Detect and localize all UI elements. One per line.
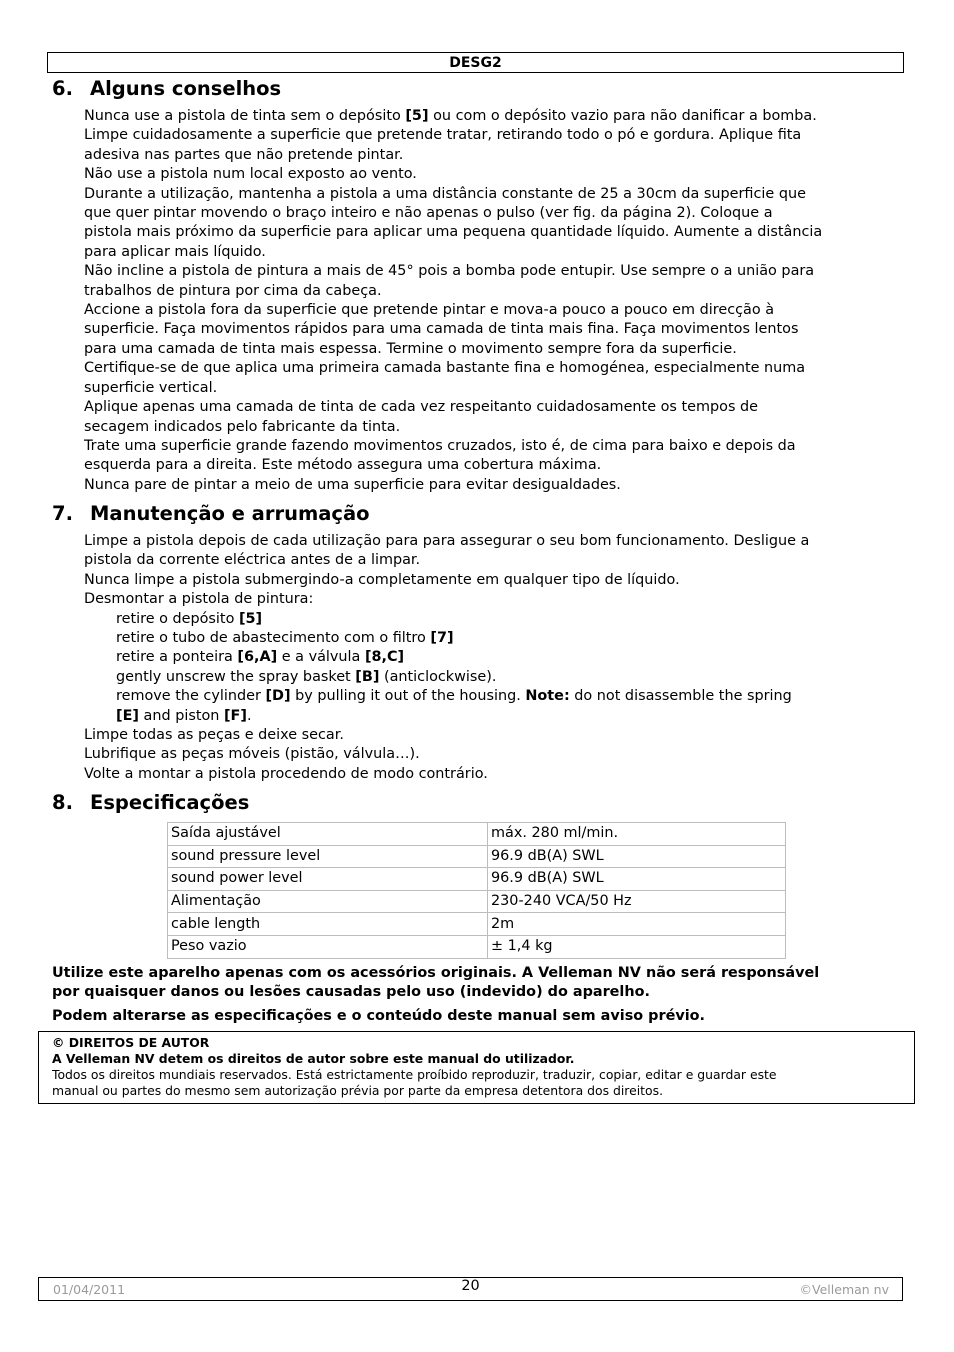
spec-name: Alimentação [168, 890, 488, 913]
disassembly-step [84, 668, 904, 687]
section-6-number: 6. [52, 77, 73, 100]
section-6-line [84, 437, 904, 456]
part-reference: [7] [430, 630, 454, 647]
part-reference: [8,C] [364, 649, 405, 666]
line-text: by pulling it out of the housing. [290, 688, 526, 705]
section-8-heading [52, 791, 249, 815]
spec-value: 96.9 dB(A) SWL [488, 845, 786, 868]
spec-row [168, 890, 786, 913]
page-number: 20 [461, 1278, 480, 1294]
section-7-line [84, 765, 904, 784]
line-text: Desmontar a pistola de pintura: [84, 591, 314, 608]
section-6-line [84, 223, 904, 242]
part-reference: [F] [223, 707, 247, 724]
line-text: ou com o depósito vazio para não danificar a bomba. [428, 108, 817, 124]
spec-name: Saída ajustável [168, 823, 488, 846]
spec-row [168, 935, 786, 958]
line-text: Nunca limpe a pistola submergindo-a completamente em qualquer tipo de líquido. [84, 571, 680, 588]
spec-value: máx. 280 ml/min. [488, 823, 786, 846]
footer-date: 01/04/2011 [53, 1282, 126, 1297]
spec-name: sound power level [168, 868, 488, 891]
copyright-text: Todos os direitos mundiais reservados. Está estrictamente proíbido reproduzir, traduzir, copiar, editar e guardar este [52, 1067, 777, 1082]
section-7-line [84, 532, 904, 551]
spec-value: ± 1,4 kg [488, 935, 786, 958]
section-6-line [84, 282, 904, 301]
part-reference: [E] [116, 707, 139, 724]
line-text: para uma camada de tinta mais espessa. Termine o movimento sempre fora da superficie. [84, 340, 737, 357]
line-text: Durante a utilização, mantenha a pistola a uma distância constante de 25 a 30cm da superficie que [84, 185, 806, 202]
part-reference: [5] [405, 108, 429, 124]
section-6-line [84, 185, 904, 204]
line-text: Limpe a pistola depois de cada utilização para para assegurar o seu bom funcionamento. Desligue a [84, 533, 810, 549]
line-text: retire o tubo de abastecimento com o filtro [116, 630, 431, 647]
spec-row [168, 913, 786, 936]
line-text: Lubrifique as peças móveis (pistão, válvula…). [84, 746, 420, 763]
spec-value: 2m [488, 913, 786, 936]
section-7-body [84, 532, 904, 784]
section-6-line [84, 398, 904, 417]
accessories-notice-line: por quaisquer danos ou lesões causadas pelo uso (indevido) do aparelho. [52, 984, 650, 1001]
part-reference: [6,A] [237, 649, 278, 666]
section-7-number: 7. [52, 502, 73, 525]
section-7-line [84, 745, 904, 764]
section-6-line [84, 204, 904, 223]
section-6-heading [52, 77, 281, 101]
section-6-line [84, 146, 904, 165]
spec-value: 230-240 VCA/50 Hz [488, 890, 786, 913]
line-text: Certifique-se de que aplica uma primeira camada bastante fina e homogénea, especialmente numa [84, 360, 806, 377]
section-7-title: Manutenção e arrumação [90, 502, 370, 525]
copyright-heading: © DIREITOS DE AUTOR [52, 1035, 210, 1050]
changes-notice: Podem alterarse as especificações e o conteúdo deste manual sem aviso prévio. [52, 1008, 705, 1024]
spec-row [168, 845, 786, 868]
accessories-notice [52, 964, 819, 1003]
section-7-line [84, 590, 904, 609]
disassembly-step [84, 629, 904, 648]
line-text: Volte a montar a pistola procedendo de modo contrário. [84, 765, 488, 782]
section-6-line [84, 340, 904, 359]
line-text: and piston [138, 707, 224, 724]
section-7-heading [52, 502, 370, 526]
line-text: pistola mais próximo da superficie para aplicar uma pequena quantidade líquido. Aumente a distância [84, 224, 823, 241]
section-6-line [84, 320, 904, 339]
line-text: adesiva nas partes que não pretende pintar. [84, 146, 404, 163]
copyright-box [38, 1031, 915, 1104]
line-text: secagem indicados pelo fabricante da tinta. [84, 418, 401, 435]
line-text: Trate uma superficie grande fazendo movimentos cruzados, isto é, de cima para baixo e depois da [84, 437, 796, 454]
footer-copyright: ©Velleman nv [799, 1282, 889, 1297]
section-6-line [84, 476, 904, 495]
section-7-line [84, 726, 904, 745]
model-code: DESG2 [449, 55, 502, 71]
line-text: do not disassemble the spring [569, 688, 792, 705]
line-text: (anticlockwise). [379, 668, 497, 685]
line-text: pistola da corrente eléctrica antes de a limpar. [84, 552, 421, 569]
line-text: que quer pintar movendo o braço inteiro e não apenas o pulso (ver fig. da página 2). Coloque a [84, 205, 773, 222]
document-header [47, 52, 904, 73]
section-7-line [84, 571, 904, 590]
section-6-line [84, 262, 904, 281]
section-8-number: 8. [52, 791, 73, 814]
section-6-line [84, 301, 904, 320]
section-6-title: Alguns conselhos [90, 77, 282, 100]
section-6-line [84, 107, 904, 126]
section-7-line [84, 551, 904, 570]
line-text: Limpe cuidadosamente a superficie que pretende tratar, retirando todo o pó e gordura. Aplique fita [84, 127, 802, 144]
line-text: superficie. Faça movimentos rápidos para uma camada de tinta mais fina. Faça movimentos lentos [84, 321, 799, 338]
line-text: para aplicar mais líquido. [84, 243, 266, 260]
spec-value: 96.9 dB(A) SWL [488, 868, 786, 891]
specifications-table [167, 822, 786, 959]
section-8-title: Especificações [90, 791, 250, 814]
part-reference: [5] [238, 610, 263, 627]
disassembly-step [84, 648, 904, 667]
line-text: gently unscrew the spray basket [116, 668, 356, 685]
line-text: retire a ponteira [116, 649, 238, 666]
section-6-line [84, 243, 904, 262]
line-text: Não incline a pistola de pintura a mais de 45° pois a bomba pode entupir. Use sempre o a união para [84, 263, 815, 280]
line-text: trabalhos de pintura por cima da cabeça. [84, 282, 382, 299]
line-text: e a válvula [277, 649, 365, 666]
page-footer [38, 1277, 903, 1301]
line-text: Não use a pistola num local exposto ao vento. [84, 166, 417, 183]
line-text: . [246, 707, 252, 724]
copyright-text: manual ou partes do mesmo sem autorização prévia por parte da empresa detentora dos direitos. [52, 1083, 664, 1098]
spec-name: Peso vazio [168, 935, 488, 958]
line-text: esquerda para a direita. Este método assegura uma cobertura máxima. [84, 457, 602, 474]
line-text: Limpe todas as peças e deixe secar. [84, 727, 344, 744]
spec-name: cable length [168, 913, 488, 936]
line-text: superficie vertical. [84, 379, 218, 396]
section-6-line [84, 165, 904, 184]
section-6-line [84, 456, 904, 475]
line-text: remove the cylinder [116, 688, 266, 705]
disassembly-step [84, 610, 904, 629]
part-reference: [D] [265, 688, 291, 705]
section-6-line [84, 359, 904, 378]
line-text: Aplique apenas uma camada de tinta de cada vez respeitanto cuidadosamente os tempos de [84, 399, 759, 416]
part-reference: Note: [525, 688, 570, 705]
section-6-body [84, 107, 904, 495]
disassembly-step [84, 687, 904, 706]
spec-name: sound pressure level [168, 845, 488, 868]
section-6-line [84, 418, 904, 437]
line-text: Accione a pistola fora da superficie que pretende pintar e mova-a pouco a pouco em direcção à [84, 302, 775, 319]
section-6-line [84, 379, 904, 398]
part-reference: [B] [355, 668, 380, 685]
line-text: Nunca use a pistola de tinta sem o depósito [84, 108, 406, 124]
spec-row [168, 868, 786, 891]
disassembly-step [84, 707, 904, 726]
line-text: retire o depósito [116, 610, 239, 627]
copyright-owner: A Velleman NV detem os direitos de autor sobre este manual do utilizador. [52, 1051, 575, 1066]
accessories-notice-line: Utilize este aparelho apenas com os acessórios originais. A Velleman NV não será responsável [52, 965, 820, 981]
spec-row [168, 823, 786, 846]
line-text: Nunca pare de pintar a meio de uma superficie para evitar desigualdades. [84, 476, 621, 493]
section-6-line [84, 126, 904, 145]
